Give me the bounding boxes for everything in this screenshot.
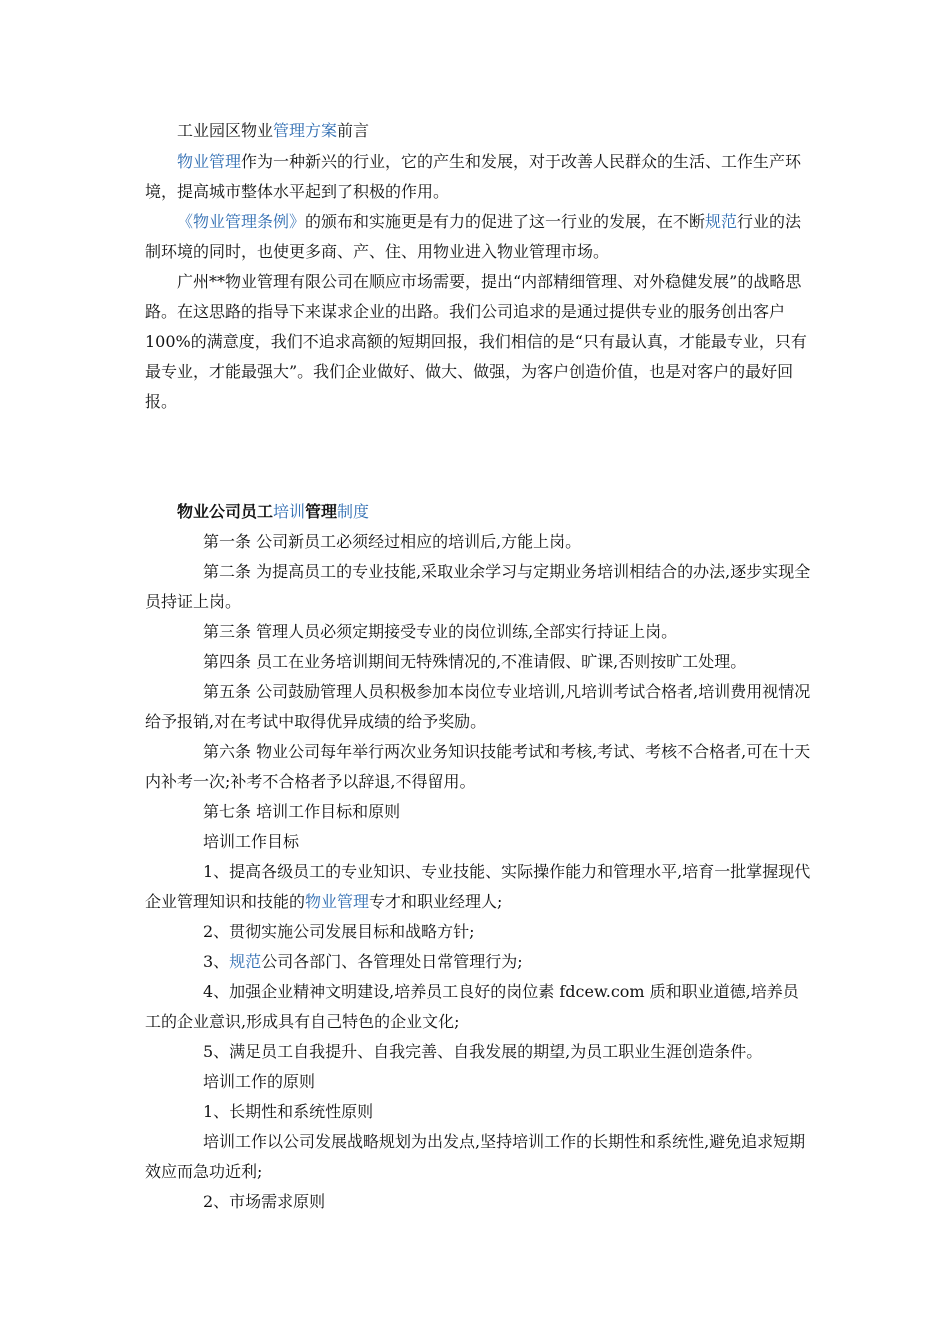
paragraph-text: 专才和职业经理人; (369, 892, 503, 911)
goals-title: 培训工作目标 (203, 832, 300, 851)
link-system[interactable]: 制度 (337, 502, 370, 521)
article-1: 第一条 公司新员工必须经过相应的培训后,方能上岗。 (203, 532, 582, 551)
article-6: 第六条 物业公司每年举行两次业务知识技能考试和考核,考试、考核不合格者,可在十天内补考一次;补考不合格者予以辞退,不得留用。 (145, 742, 811, 791)
link-regulation[interactable]: 《物业管理条例》 (177, 212, 306, 231)
principles-title: 培训工作的原则 (203, 1072, 316, 1091)
paragraph-text: 行业的法制环境的同时，也使更多商、产、住、用物业进入物业管理市场。 (145, 212, 802, 261)
link-standardize[interactable]: 规范 (229, 952, 262, 971)
intro-paragraph-1 (145, 147, 811, 207)
intro-title-part: 工业园区物业 (177, 121, 274, 140)
article-5: 第五条 公司鼓励管理人员积极参加本岗位专业培训,凡培训考试合格者,培训费用视情况给予报销,对在考试中取得优异成绩的给予奖励。 (145, 682, 811, 731)
goal-3 (145, 947, 811, 977)
article-3: 第三条 管理人员必须定期接受专业的岗位训练,全部实行持证上岗。 (203, 622, 678, 641)
intro-title-part: 前言 (337, 121, 370, 140)
heading-part: 物业公司员工 (177, 502, 274, 521)
link-property-management[interactable]: 物业管理 (305, 892, 370, 911)
training-heading (177, 497, 797, 527)
intro-paragraph-2 (145, 207, 811, 267)
article-4: 第四条 员工在业务培训期间无特殊情况的,不准请假、旷课,否则按旷工处理。 (203, 652, 747, 671)
heading-part: 管理 (305, 502, 338, 521)
paragraph-text: 1、提高各级员工的专业知识、专业技能、实际操作能力和管理水平,培育一批掌握现代企业管理知识和技能的 (145, 862, 811, 911)
principle-1-title: 1、长期性和系统性原则 (203, 1102, 374, 1121)
link-training[interactable]: 培训 (273, 502, 306, 521)
link-management-plan[interactable]: 管理方案 (273, 121, 338, 140)
link-standardize[interactable]: 规范 (705, 212, 738, 231)
paragraph-text: 3、 (203, 952, 230, 971)
paragraph-text: 公司各部门、各管理处日常管理行为; (261, 952, 523, 971)
intro-title (177, 116, 797, 146)
paragraph-text: 作为一种新兴的行业，它的产生和发展，对于改善人民群众的生活、工作生产环境，提高城市整体水平起到了积极的作用。 (145, 152, 802, 201)
goal-4: 4、加强企业精神文明建设,培养员工良好的岗位素 fdcew.com 质和职业道德,培养员工的企业意识,形成具有自己特色的企业文化; (145, 982, 799, 1031)
article-2: 第二条 为提高员工的专业技能,采取业余学习与定期业务培训相结合的办法,逐步实现全员持证上岗。 (145, 562, 811, 611)
link-property-management[interactable]: 物业管理 (177, 152, 242, 171)
principle-2-title: 2、市场需求原则 (203, 1192, 326, 1211)
goal-1 (145, 857, 811, 917)
goal-2: 2、贯彻实施公司发展目标和战略方针; (203, 922, 475, 941)
paragraph-text: 的颁布和实施更是有力的促进了这一行业的发展，在不断 (305, 212, 706, 231)
goal-5: 5、满足员工自我提升、自我完善、自我发展的期望,为员工职业生涯创造条件。 (203, 1042, 763, 1061)
article-7: 第七条 培训工作目标和原则 (203, 802, 401, 821)
intro-paragraph-3: 广州**物业管理有限公司在顺应市场需要，提出“内部精细管理、对外稳健发展”的战略思路。在这思路的指导下来谋求企业的出路。我们公司追求的是通过提供专业的服务创出客户100%的满意度，我们不追求高额的短期回报，我们相信的是“只有最认真，才能最专业，只有最专业，才能最强大”。我们企业做好、做大、做强，为客户创造价值，也是对客户的最好回报。 (145, 272, 807, 411)
principle-1-body: 培训工作以公司发展战略规划为出发点,坚持培训工作的长期性和系统性,避免追求短期效应而急功近利; (145, 1132, 806, 1181)
